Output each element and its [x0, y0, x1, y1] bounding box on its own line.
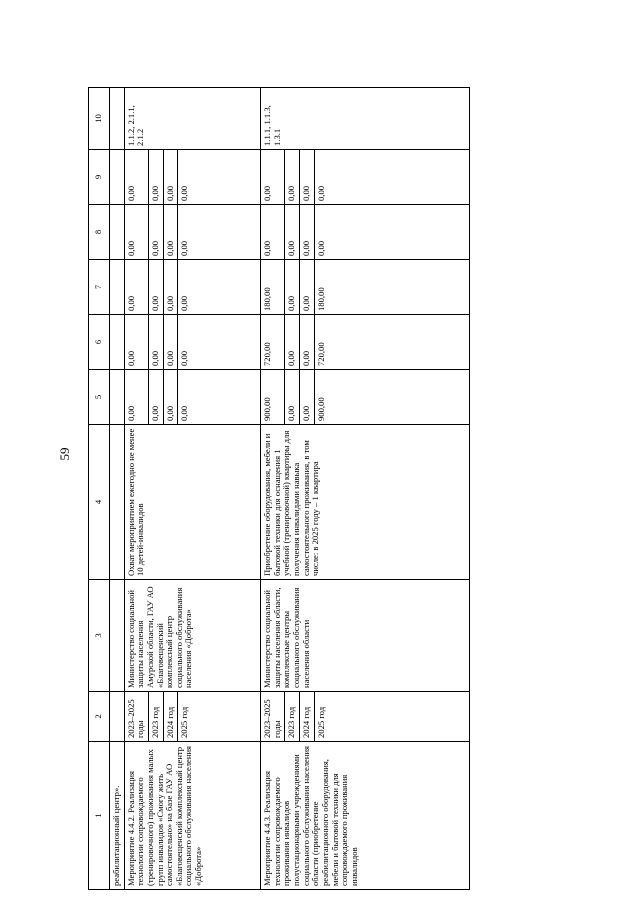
value-cell: 0,00 [261, 205, 285, 260]
measure-name: Мероприятие 4.4.3. Реализация технологии сопровождаемого проживания инвалидов полустационарными учреждениями социального обслуживания населения области (приобретение реабилитационного оборудования, мебели и бытовой техники для сопровождаемого проживания инвалидов [261, 742, 470, 890]
header-cell: 6 [89, 315, 110, 370]
value-cell: 0,00 [148, 150, 163, 205]
continuation-text: реабилитационный центр». [110, 742, 125, 890]
value-cell: 900,00 [261, 370, 285, 425]
table-row [261, 88, 285, 890]
value-cell: 0,00 [163, 150, 178, 205]
value-cell: 0,00 [178, 315, 261, 370]
link-cell: 1.1.1, 1.1.3, 1.3.1 [261, 88, 470, 150]
value-cell: 0,00 [300, 205, 315, 260]
value-cell: 0,00 [314, 150, 469, 205]
value-cell: 0,00 [178, 370, 261, 425]
program-table [88, 87, 470, 890]
period-cell: 2023 год [148, 692, 163, 742]
value-cell: 720,00 [261, 315, 285, 370]
header-cell: 7 [89, 260, 110, 315]
header-cell: 2 [89, 692, 110, 742]
header-row [89, 88, 110, 890]
value-cell: 180,00 [261, 260, 285, 315]
value-cell: 0,00 [148, 315, 163, 370]
value-cell: 0,00 [163, 260, 178, 315]
period-cell: 2023 год [285, 692, 300, 742]
value-cell: 0,00 [178, 205, 261, 260]
indicator-cell: Охват мероприятием ежегодно не менее 10 детей-инвалидов [124, 425, 261, 580]
value-cell: 900,00 [314, 370, 469, 425]
value-cell: 0,00 [148, 370, 163, 425]
value-cell: 0,00 [124, 205, 148, 260]
value-cell: 0,00 [124, 260, 148, 315]
value-cell: 0,00 [285, 205, 300, 260]
continuation-row [110, 88, 125, 890]
value-cell: 0,00 [163, 205, 178, 260]
period-cell: 2023–2025 годы [124, 692, 148, 742]
measure-name: Мероприятие 4.4.2. Реализация технологии сопровождаемого (тренировочного) проживания малых групп инвалидов «Смогу жить самостоятельно» на базе ГАУ АО «Благовещенский комплексный центр социального обслуживания населения «Доброта» [124, 742, 261, 890]
value-cell: 0,00 [300, 370, 315, 425]
executor-cell: Министерство социальной защиты населения Амурской области, ГАУ АО «Благовещенский комплексный центр социального обслуживания населения «Доброта» [124, 580, 261, 692]
header-cell: 10 [89, 88, 110, 150]
value-cell: 0,00 [285, 150, 300, 205]
header-cell: 4 [89, 425, 110, 580]
value-cell: 180,00 [314, 260, 469, 315]
period-cell: 2024 год [163, 692, 178, 742]
value-cell: 0,00 [285, 260, 300, 315]
value-cell: 0,00 [285, 370, 300, 425]
period-cell: 2024 год [300, 692, 315, 742]
value-cell: 0,00 [300, 260, 315, 315]
header-cell: 8 [89, 205, 110, 260]
value-cell: 0,00 [124, 315, 148, 370]
value-cell: 0,00 [163, 370, 178, 425]
value-cell: 0,00 [178, 150, 261, 205]
period-cell: 2025 год [178, 692, 261, 742]
value-cell: 0,00 [124, 370, 148, 425]
executor-cell: Министерство социальной защиты населения области, комплексные центры социального обслуживания населения области [261, 580, 470, 692]
value-cell: 0,00 [261, 150, 285, 205]
value-cell: 0,00 [124, 150, 148, 205]
table-row [124, 88, 148, 890]
value-cell: 0,00 [300, 315, 315, 370]
value-cell: 0,00 [148, 260, 163, 315]
value-cell: 0,00 [300, 150, 315, 205]
value-cell: 720,00 [314, 315, 469, 370]
header-cell: 3 [89, 580, 110, 692]
value-cell: 0,00 [148, 205, 163, 260]
header-cell: 1 [89, 742, 110, 890]
rotated-table-wrapper [88, 105, 640, 890]
period-cell: 2023–2025 годы [261, 692, 285, 742]
period-cell: 2025 год [314, 692, 469, 742]
page-number: 59 [57, 447, 72, 461]
indicator-cell: Приобретение оборудования, мебели и бытовой техники для оснащения 1 учебной (тренировочной) квартиры для получения инвалидами навыка самостоятельного проживания, в том числе: в 2025 году – 1 квартира [261, 425, 470, 580]
value-cell: 0,00 [163, 315, 178, 370]
link-cell: 1.1.2, 2.1.1, 2.1.2 [124, 88, 261, 150]
header-cell: 5 [89, 370, 110, 425]
value-cell: 0,00 [285, 315, 300, 370]
header-cell: 9 [89, 150, 110, 205]
value-cell: 0,00 [178, 260, 261, 315]
value-cell: 0,00 [314, 205, 469, 260]
